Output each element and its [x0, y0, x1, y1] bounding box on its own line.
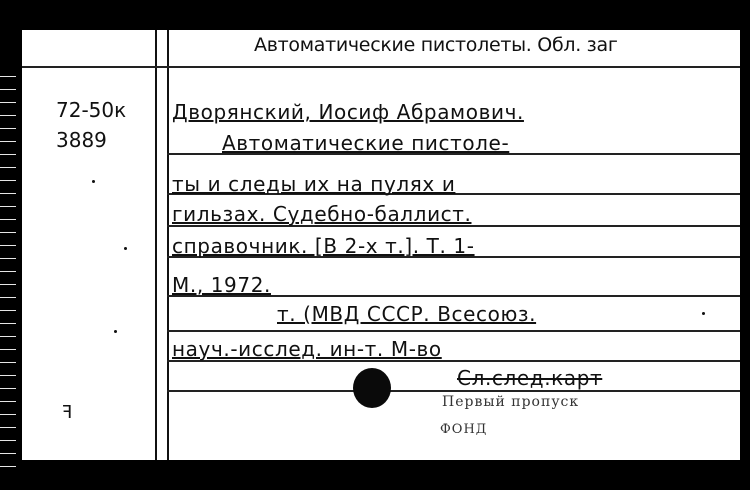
card-heading: Автоматические пистолеты. Обл. заг	[254, 34, 618, 56]
scan-speck	[124, 247, 127, 250]
ink-blot	[353, 368, 391, 408]
title-line: справочник. [В 2-х т.]. Т. 1-	[172, 234, 475, 258]
card-vertical-rule-2	[167, 30, 169, 460]
call-number-line-2: 3889	[56, 128, 107, 152]
scan-speck	[92, 180, 95, 183]
title-line: Автоматические пистоле-	[222, 131, 510, 155]
stamp-line-2: ФОНД	[440, 422, 488, 437]
card-rule-line	[22, 66, 740, 68]
stamp-line-1: Первый пропуск	[442, 394, 580, 410]
call-number-line-1: 72-50к	[56, 98, 127, 122]
card-rule-line	[167, 330, 740, 332]
title-line: ты и следы их на пулях и	[172, 172, 456, 196]
scan-edge-artifact	[0, 70, 16, 470]
catalog-card	[22, 30, 740, 460]
scan-speck	[702, 312, 705, 315]
series-line: науч.-исслед. ин-т. М-во	[172, 337, 442, 361]
series-line: т. (МВД СССР. Всесоюз.	[277, 302, 537, 326]
card-vertical-rule-1	[155, 30, 157, 460]
title-line: гильзах. Судебно-баллист.	[172, 202, 472, 226]
struck-line: Сл.след.карт	[457, 366, 603, 390]
tick-mark: ꟻ	[62, 402, 73, 423]
imprint-line: М., 1972.	[172, 273, 271, 297]
scan-speck	[114, 330, 117, 333]
author-line: Дворянский, Иосиф Абрамович.	[172, 100, 524, 124]
card-rule-line	[167, 390, 740, 392]
